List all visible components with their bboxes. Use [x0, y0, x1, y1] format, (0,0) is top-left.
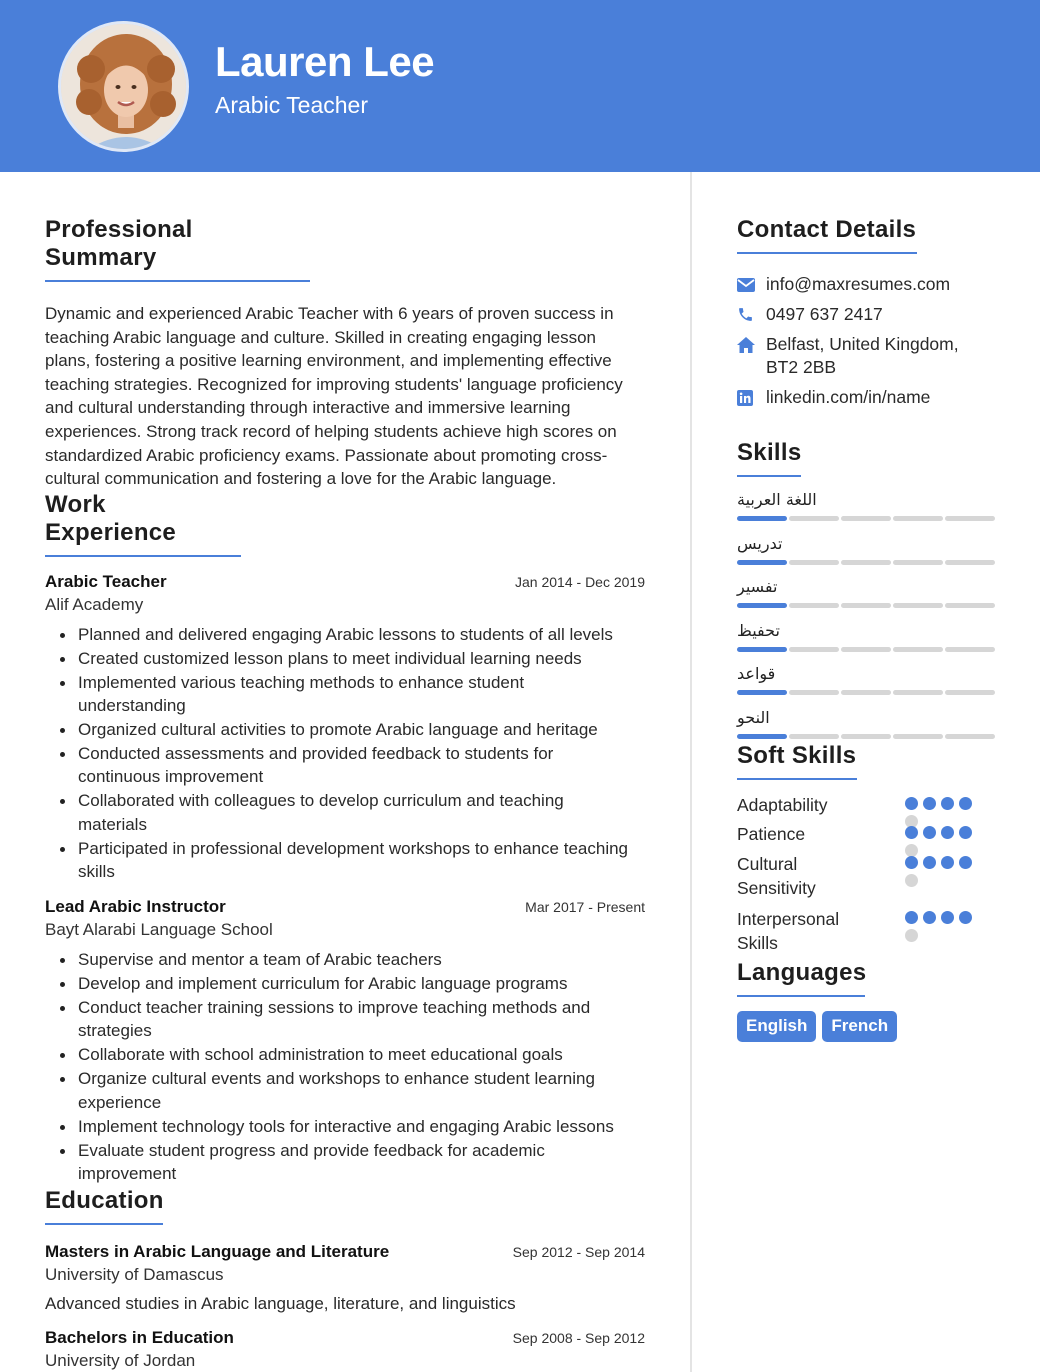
skill-rating-segment — [945, 734, 995, 739]
candidate-name: Lauren Lee — [215, 38, 435, 85]
skill-item — [737, 620, 997, 664]
skills-section — [737, 439, 997, 750]
soft-skill-rating-dot — [941, 826, 954, 839]
education-entry — [45, 1328, 645, 1371]
skills-heading: Skills — [737, 439, 801, 477]
skill-rating-segment — [893, 690, 943, 695]
contact-email[interactable] — [737, 273, 997, 296]
skill-rating-segment — [945, 603, 995, 608]
education-section — [45, 1187, 645, 1371]
skill-rating-segment — [841, 516, 891, 521]
soft-skill-rating-dot — [905, 929, 918, 942]
skill-rating-segment — [893, 603, 943, 608]
job-bullet: Planned and delivered engaging Arabic lessons to students of all levels — [78, 623, 645, 646]
skill-rating-segment — [945, 516, 995, 521]
skill-rating-segment — [841, 690, 891, 695]
skill-rating-segment — [893, 647, 943, 652]
phone-text: 0497 637 2417 — [766, 304, 883, 324]
candidate-title: Arabic Teacher — [215, 92, 368, 118]
school-name: University of Jordan — [45, 1351, 196, 1371]
skill-label: تحفيظ — [737, 620, 780, 640]
skill-rating-segment — [945, 647, 995, 652]
job-dates: Mar 2017 - Present — [525, 899, 645, 916]
skill-item — [737, 663, 997, 707]
skill-rating-segment — [737, 734, 787, 739]
linkedin-icon — [737, 386, 766, 409]
skill-label: تدريس — [737, 533, 783, 553]
skill-rating-segment — [789, 647, 839, 652]
soft-skill-rating-dot — [941, 797, 954, 810]
resume-header — [0, 0, 1040, 172]
education-entry — [45, 1242, 645, 1314]
phone-icon — [737, 303, 766, 326]
soft-skill-rating-dot — [905, 797, 918, 810]
contact-heading: Contact Details — [737, 216, 917, 254]
envelope-icon — [737, 273, 766, 296]
job-bullet: Organized cultural activities to promote Arabic language and heritage — [78, 718, 645, 741]
job-title: Lead Arabic Instructor — [45, 897, 226, 917]
soft-skill-label: Interpersonal — [737, 909, 840, 929]
skill-rating-bar — [737, 560, 997, 565]
languages-section — [737, 959, 997, 1042]
language-tag: French — [822, 1011, 897, 1042]
column-divider — [690, 172, 692, 1372]
skill-rating-bar — [737, 647, 997, 652]
soft-skill-rating-dot — [923, 797, 936, 810]
skill-rating-segment — [737, 603, 787, 608]
education-dates: Sep 2012 - Sep 2014 — [512, 1244, 645, 1261]
skill-rating-segment — [945, 690, 995, 695]
skill-rating-bar — [737, 603, 997, 608]
job-company: Alif Academy — [45, 594, 144, 614]
email-text: info@maxresumes.com — [766, 274, 951, 294]
soft-skill-item — [737, 852, 987, 907]
soft-skill-rating-dot — [923, 826, 936, 839]
soft-skill-rating — [905, 911, 977, 942]
soft-skill-label: Cultural — [737, 854, 798, 874]
address-line-2: BT2 2BB — [766, 357, 837, 377]
soft-skill-rating-dot — [905, 856, 918, 869]
skill-rating-bar — [737, 516, 997, 521]
experience-heading: Work Experience — [45, 491, 241, 557]
language-tags — [737, 1011, 997, 1042]
soft-skill-rating-dot — [923, 856, 936, 869]
soft-skill-rating-dot — [905, 911, 918, 924]
job-bullet: Develop and implement curriculum for Arabic language programs — [78, 972, 645, 995]
skill-label: اللغة العربية — [737, 490, 817, 509]
skill-rating-segment — [893, 560, 943, 565]
job-bullets — [78, 948, 645, 1185]
language-tag: English — [737, 1011, 816, 1042]
job-bullet: Evaluate student progress and provide feedback for academic improvement — [78, 1139, 645, 1186]
skill-item — [737, 489, 997, 533]
contact-section — [737, 216, 997, 409]
languages-heading: Languages — [737, 959, 865, 997]
main-column — [45, 172, 645, 1371]
skill-rating-segment — [945, 560, 995, 565]
job-company: Bayt Alarabi Language School — [45, 920, 273, 940]
skill-rating-bar — [737, 690, 997, 695]
skill-item — [737, 576, 997, 620]
skill-rating-segment — [789, 560, 839, 565]
education-dates: Sep 2008 - Sep 2012 — [512, 1330, 645, 1347]
soft-skill-item — [737, 907, 987, 959]
linkedin-text: linkedin.com/in/name — [766, 387, 931, 407]
skill-rating-segment — [841, 603, 891, 608]
skill-rating-segment — [841, 560, 891, 565]
job-bullet: Implement technology tools for interactive and engaging Arabic lessons — [78, 1115, 645, 1138]
job-bullet: Participated in professional development workshops to enhance teaching skills — [78, 837, 645, 884]
skill-rating-bar — [737, 734, 997, 739]
profile-photo-illustration — [61, 24, 189, 152]
contact-linkedin[interactable] — [737, 386, 997, 409]
skill-rating-segment — [893, 516, 943, 521]
job-dates: Jan 2014 - Dec 2019 — [515, 573, 645, 590]
skill-rating-segment — [789, 690, 839, 695]
skill-label: النحو — [737, 707, 770, 727]
soft-skill-item — [737, 793, 987, 822]
degree-title: Masters in Arabic Language and Literature — [45, 1242, 390, 1262]
soft-skill-rating-dot — [923, 911, 936, 924]
job-bullet: Organize cultural events and workshops to enhance student learning experience — [78, 1067, 645, 1114]
skill-label: تفسير — [737, 577, 778, 596]
soft-skill-rating-dot — [941, 911, 954, 924]
job-bullets — [78, 623, 645, 883]
school-name: University of Damascus — [45, 1265, 224, 1285]
soft-skill-rating-dot — [941, 856, 954, 869]
skill-rating-segment — [789, 603, 839, 608]
soft-skill-rating-dot — [959, 826, 972, 839]
skills-list — [737, 489, 997, 750]
soft-skill-rating-dot — [905, 874, 918, 887]
skill-rating-segment — [841, 734, 891, 739]
sidebar-column — [737, 172, 997, 1042]
home-icon — [737, 333, 766, 356]
skill-rating-segment — [737, 647, 787, 652]
skill-rating-segment — [893, 734, 943, 739]
contact-phone[interactable] — [737, 303, 997, 326]
education-heading: Education — [45, 1187, 163, 1225]
soft-skills-section — [737, 742, 997, 959]
soft-skill-label: Adaptability — [737, 795, 828, 815]
skill-label: قواعد — [737, 664, 776, 683]
soft-skill-label: Patience — [737, 824, 806, 844]
soft-skill-label: Sensitivity — [737, 878, 816, 898]
skill-rating-segment — [841, 647, 891, 652]
job-bullet: Implemented various teaching methods to enhance student understanding — [78, 671, 645, 718]
skill-rating-segment — [737, 560, 787, 565]
summary-text: Dynamic and experienced Arabic Teacher with 6 years of proven success in teaching Arabic language and culture. Skilled in creating engaging lesson plans, fostering a positive learning environment, and implementing effective teaching strategies. Recognized for improving students' language proficiency and cultural understanding through interactive and immersive learning experiences. Strong track record of helping students achieve high scores on standardized Arabic proficiency exams. Passionate about promoting cross-cultural communication and fostering a love for the Arabic language. — [45, 304, 623, 489]
job-title: Arabic Teacher — [45, 571, 167, 591]
soft-skills-heading: Soft Skills — [737, 742, 857, 780]
job-bullet: Created customized lesson plans to meet individual learning needs — [78, 647, 645, 670]
profile-photo — [58, 21, 189, 152]
job-bullet: Supervise and mentor a team of Arabic teachers — [78, 948, 645, 971]
summary-section — [45, 216, 645, 491]
job-entry — [45, 572, 645, 883]
skill-item — [737, 533, 997, 577]
job-bullet: Collaborated with colleagues to develop curriculum and teaching materials — [78, 789, 645, 836]
skill-rating-segment — [789, 734, 839, 739]
soft-skill-rating-dot — [959, 797, 972, 810]
skill-rating-segment — [737, 690, 787, 695]
job-bullet: Collaborate with school administration to meet educational goals — [78, 1043, 645, 1066]
experience-section — [45, 491, 645, 1185]
address-line-1: Belfast, United Kingdom, — [766, 334, 959, 354]
education-description: Advanced studies in Arabic language, literature, and linguistics — [45, 1294, 516, 1314]
soft-skill-rating — [905, 856, 977, 887]
degree-title: Bachelors in Education — [45, 1328, 234, 1348]
soft-skill-rating-dot — [905, 826, 918, 839]
job-bullet: Conduct teacher training sessions to improve teaching methods and strategies — [78, 996, 645, 1043]
soft-skill-item — [737, 822, 987, 852]
soft-skill-label: Skills — [737, 933, 778, 953]
soft-skill-rating-dot — [959, 856, 972, 869]
skill-rating-segment — [789, 516, 839, 521]
job-bullet: Conducted assessments and provided feedback to students for continuous improvement — [78, 742, 645, 789]
skill-rating-segment — [737, 516, 787, 521]
summary-heading: Professional Summary — [45, 216, 310, 282]
contact-address — [737, 333, 997, 379]
job-entry — [45, 897, 645, 1185]
soft-skill-rating-dot — [959, 911, 972, 924]
